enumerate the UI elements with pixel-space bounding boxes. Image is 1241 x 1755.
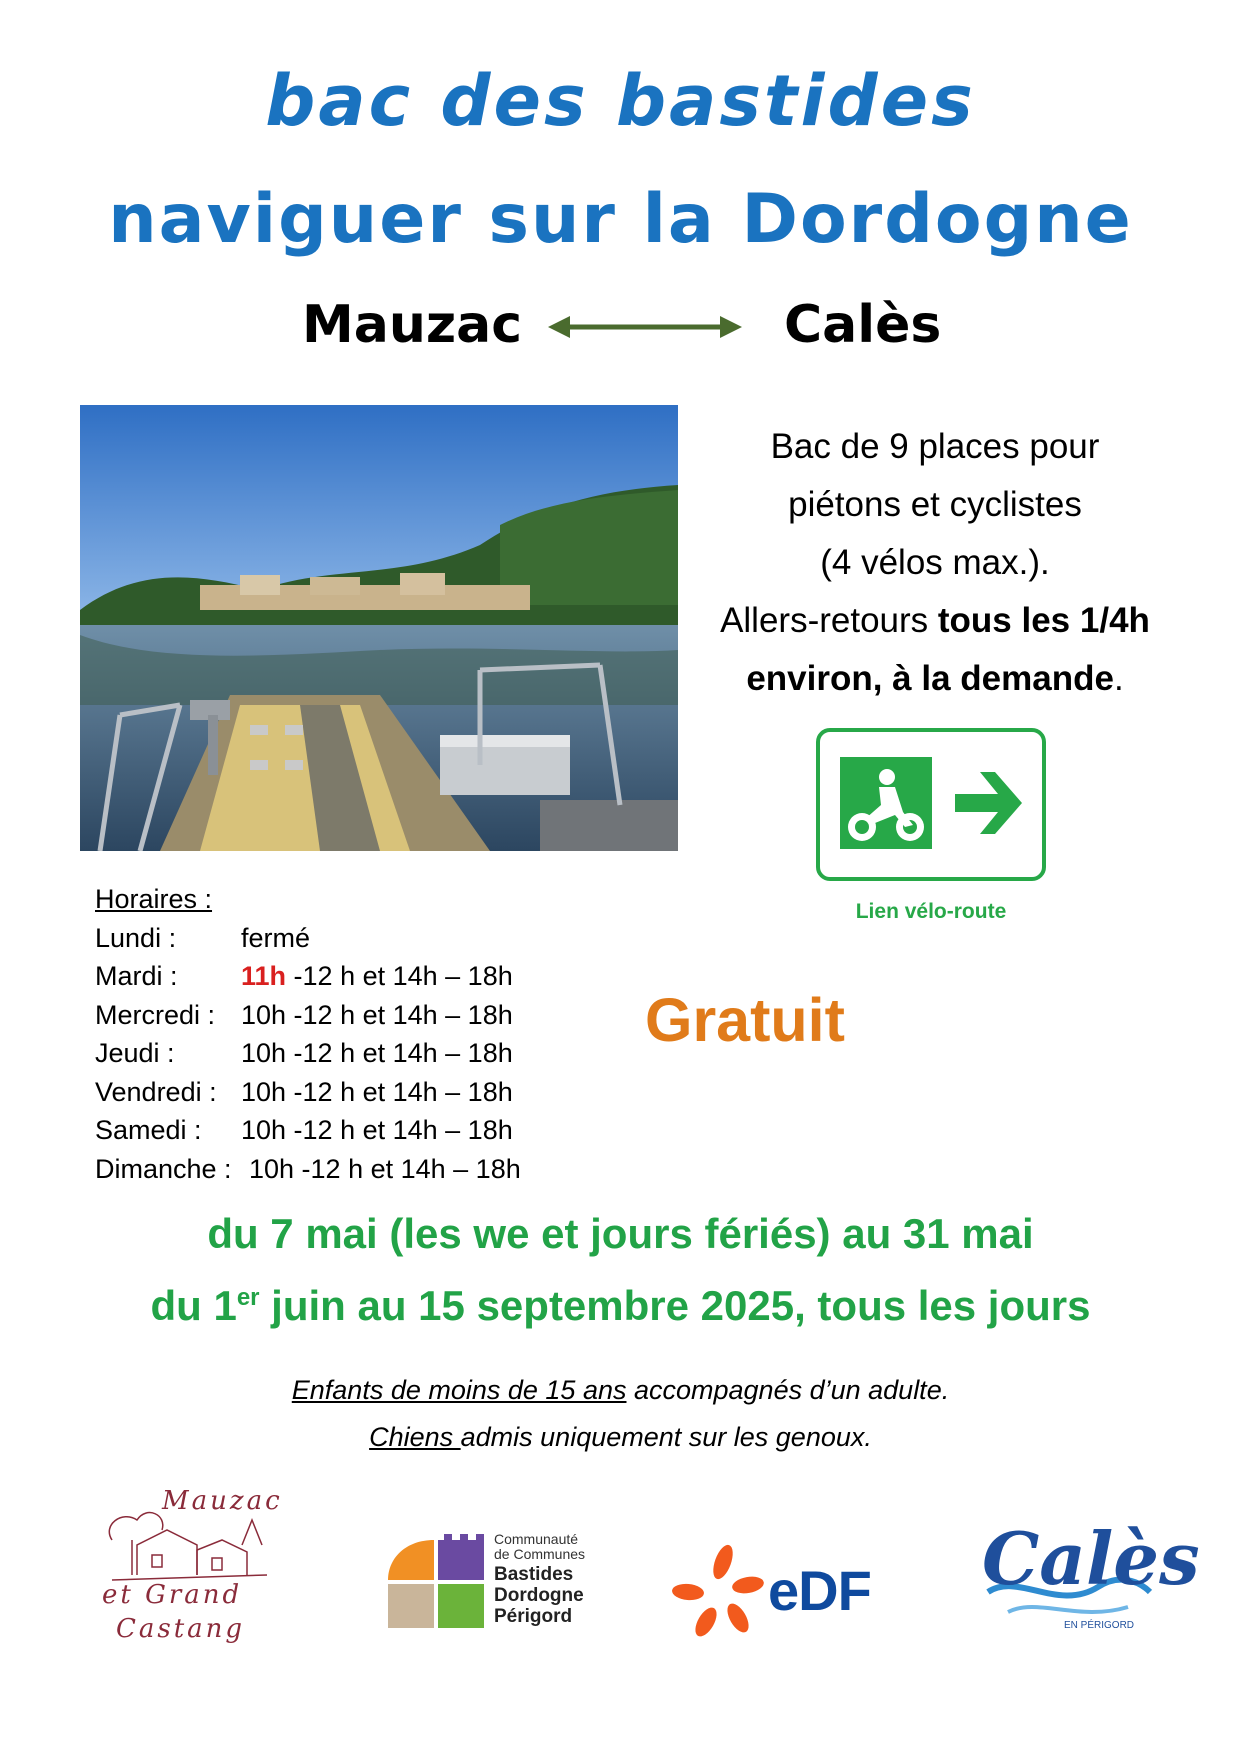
hours-row bbox=[95, 1034, 513, 1073]
poster-title: bac des bastides bbox=[265, 60, 976, 142]
ccbdp-logo bbox=[386, 1530, 616, 1640]
desc-line: piétons et cyclistes bbox=[788, 485, 1082, 524]
period-line: du 7 mai (les we et jours fériés) au 31 mai bbox=[207, 1210, 1034, 1257]
note-underlined: Chiens bbox=[369, 1422, 461, 1452]
desc-bold-text: environ, à la demande bbox=[746, 659, 1114, 698]
hours-row bbox=[95, 1111, 513, 1150]
cales-logo-subtext: EN PÉRIGORD bbox=[1064, 1620, 1135, 1631]
hours-row bbox=[95, 1150, 521, 1189]
hours-day: Jeudi : bbox=[95, 1038, 175, 1068]
mauzac-logo bbox=[92, 1480, 282, 1650]
ccbdp-logo-text: de Communes bbox=[494, 1546, 586, 1562]
velo-route-link[interactable]: Lien vélo-route bbox=[855, 900, 1007, 923]
hours-row bbox=[95, 919, 311, 958]
double-arrow-icon bbox=[548, 312, 742, 342]
hours-time bbox=[241, 957, 513, 996]
ccbdp-logo-text: Bastides bbox=[494, 1564, 574, 1585]
period-text: du 1 bbox=[150, 1282, 237, 1329]
mauzac-logo-text: Castang bbox=[116, 1614, 246, 1644]
hours-day: Mercredi : bbox=[95, 999, 216, 1030]
hours-day: Mardi : bbox=[95, 961, 178, 991]
hours-day: Dimanche : bbox=[95, 1153, 232, 1184]
cales-logo-text: Calès bbox=[982, 1516, 1200, 1601]
hours-row bbox=[95, 957, 513, 996]
edf-flower-icon bbox=[668, 1540, 768, 1640]
hours-row bbox=[95, 1073, 513, 1112]
hours-time-rest: -12 h et 14h – 18h bbox=[286, 961, 513, 991]
note-children bbox=[0, 1375, 1241, 1406]
edf-logo bbox=[668, 1540, 898, 1640]
hours-title: Horaires : bbox=[95, 884, 213, 914]
ferry-description bbox=[690, 418, 1180, 708]
desc-bold-text: tous les 1/4h bbox=[937, 601, 1150, 640]
period-text: juin au 15 septembre 2025, tous les jours bbox=[259, 1282, 1091, 1329]
hours-time-highlight: 11h bbox=[241, 961, 287, 991]
hours-row bbox=[95, 996, 513, 1035]
price-label: Gratuit bbox=[645, 986, 845, 1054]
hours-time: 10h -12 h et 14h – 18h bbox=[241, 1038, 513, 1068]
hours-time: 10h -12 h et 14h – 18h bbox=[241, 1115, 513, 1145]
mauzac-logo-text: Mauzac bbox=[162, 1486, 283, 1516]
ccbdp-emblem-icon bbox=[386, 1530, 486, 1630]
route-from: Mauzac bbox=[302, 295, 523, 355]
note-text: accompagnés d’un adulte. bbox=[626, 1375, 950, 1405]
period-line bbox=[0, 1282, 1241, 1330]
hours-time: 10h -12 h et 14h – 18h bbox=[249, 1153, 521, 1184]
hours-day: Lundi : bbox=[95, 922, 177, 953]
hours-day: Vendredi : bbox=[95, 1076, 217, 1107]
edf-logo-text: eDF bbox=[768, 1559, 871, 1622]
note-text: admis uniquement sur les genoux. bbox=[460, 1422, 872, 1452]
note-underlined: Enfants de moins de 15 ans bbox=[291, 1375, 627, 1405]
desc-text: . bbox=[1113, 659, 1124, 698]
mauzac-logo-text: et Grand bbox=[102, 1580, 243, 1610]
hours-time: 10h -12 h et 14h – 18h bbox=[241, 999, 513, 1030]
desc-line bbox=[690, 592, 1180, 650]
note-dogs bbox=[0, 1422, 1241, 1453]
hours-time: 10h -12 h et 14h – 18h bbox=[241, 1076, 513, 1107]
desc-line: Bac de 9 places pour bbox=[770, 427, 1100, 466]
desc-text: Allers-retours bbox=[720, 601, 938, 640]
ccbdp-logo-text: Périgord bbox=[494, 1606, 573, 1627]
ferry-photo bbox=[80, 405, 678, 851]
cycle-route-arrow-icon[interactable] bbox=[815, 727, 1047, 882]
hours-table bbox=[95, 880, 521, 1188]
period-superscript: er bbox=[236, 1284, 260, 1311]
route-to: Calès bbox=[784, 295, 942, 355]
desc-line bbox=[690, 650, 1180, 708]
cales-logo bbox=[978, 1512, 1200, 1642]
ccbdp-logo-text: Dordogne bbox=[494, 1585, 584, 1606]
poster-subtitle: naviguer sur la Dordogne bbox=[108, 180, 1133, 259]
ccbdp-logo-text: Communauté bbox=[494, 1531, 579, 1547]
desc-line: (4 vélos max.). bbox=[820, 543, 1050, 582]
hours-time: fermé bbox=[241, 922, 311, 953]
hours-day: Samedi : bbox=[95, 1115, 202, 1145]
